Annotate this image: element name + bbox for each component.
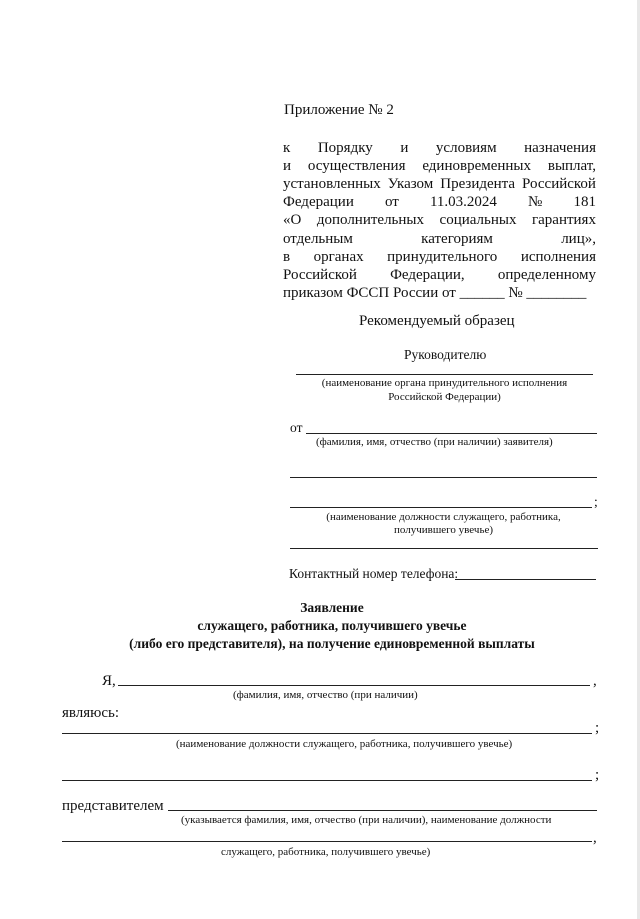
appendix-word: Российской	[283, 266, 357, 283]
appendix-line	[283, 266, 596, 284]
appendix-word: органах	[313, 248, 364, 265]
appendix-line	[283, 193, 596, 211]
appendix-word: №	[528, 194, 543, 211]
heading-line-1: Заявление	[300, 600, 364, 615]
appendix-word: приказом ФССП России от ______ № ________	[283, 284, 587, 301]
appendix-word: лиц»,	[561, 230, 596, 247]
rep-line-2	[62, 841, 592, 842]
appendix-word: 181	[573, 194, 596, 211]
heading-line-3: (либо его представителя), на получение единовременной выплаты	[129, 636, 535, 651]
appendix-word: от	[384, 194, 399, 211]
heading-line-2: служащего, работника, получившего увечье	[197, 618, 467, 633]
from-label: от	[290, 420, 303, 435]
appendix-line	[283, 211, 596, 229]
phone-line	[455, 579, 596, 580]
appendix-word: единовременных	[422, 158, 532, 175]
appendix-word: назначения	[524, 140, 596, 156]
appendix-line	[283, 157, 596, 175]
appendix-word: к	[283, 140, 291, 156]
appendix-word: 11.03.2024	[429, 194, 497, 211]
appendix-word: Федерации,	[390, 266, 465, 283]
organ-caption-2: Российской Федерации)	[388, 391, 501, 403]
organ-line	[296, 374, 593, 375]
position-caption-2: получившего увечье)	[393, 524, 494, 536]
am-semicolon-1: ;	[595, 720, 600, 736]
position-line-2	[290, 548, 598, 549]
appendix-word: Российской	[522, 176, 596, 193]
appendix-word: категориям	[421, 230, 493, 247]
fio-comma: ,	[593, 673, 597, 689]
am-semicolon-2: ;	[595, 767, 600, 783]
appendix-word: принудительного	[387, 248, 498, 265]
applicant-caption: (фамилия, имя, отчество (при наличии) заявителя)	[316, 436, 553, 448]
appendix-word: осуществления	[307, 158, 406, 175]
appendix-word: и	[400, 140, 409, 156]
appendix-word: Порядку	[317, 140, 373, 156]
appendix-line	[283, 175, 596, 193]
appendix-word: исполнения	[520, 248, 596, 265]
appendix-line	[283, 230, 596, 248]
appendix-word: гарантиях	[531, 212, 596, 229]
fio-caption: (фамилия, имя, отчество (при наличии)	[233, 689, 418, 701]
appendix-word: установленных	[283, 176, 381, 193]
appendix-word: условиям	[435, 140, 497, 156]
am-position-line-2	[62, 780, 592, 781]
am-position-caption: (наименование должности служащего, работника, получившего увечье)	[176, 738, 513, 750]
rep-line	[168, 810, 597, 811]
appendix-line	[283, 139, 596, 157]
am-label: являюсь:	[62, 705, 120, 721]
position-line	[290, 507, 592, 508]
i-label: Я,	[102, 673, 116, 689]
appendix-word: и	[283, 158, 292, 175]
recommended-sample-label: Рекомендуемый образец	[359, 313, 515, 329]
organ-caption-1: (наименование органа принудительного исполнения	[321, 377, 568, 389]
position-caption-1: (наименование должности служащего, работника,	[326, 511, 561, 523]
addressee-to: Руководителю	[404, 347, 487, 362]
rep-caption-2: служащего, работника, получившего увечье)	[221, 846, 431, 858]
rep-label: представителем	[62, 798, 164, 814]
appendix-word: Федерации	[283, 194, 354, 211]
appendix-word: выплат,	[547, 158, 596, 175]
appendix-word: в	[283, 248, 291, 265]
appendix-word: определенному	[497, 266, 596, 283]
rep-comma: ,	[593, 830, 597, 846]
appendix-word: «О	[283, 212, 302, 229]
am-position-line	[62, 733, 592, 734]
appendix-word: социальных	[439, 212, 517, 229]
appendix-line	[283, 248, 596, 266]
phone-label: Контактный номер телефона:	[289, 566, 459, 581]
appendix-title: Приложение № 2	[284, 102, 394, 118]
rep-caption-1: (указывается фамилия, имя, отчество (при наличии), наименование должности	[181, 814, 552, 826]
applicant-line-2	[290, 477, 597, 478]
appendix-word: Указом	[387, 176, 434, 193]
appendix-word: отдельным	[283, 230, 353, 247]
appendix-word: дополнительных	[316, 212, 425, 229]
applicant-line	[306, 433, 597, 434]
fio-line	[118, 685, 590, 686]
appendix-line	[283, 284, 596, 302]
appendix-word: Президента	[440, 176, 516, 193]
position-semicolon: ;	[594, 494, 598, 509]
